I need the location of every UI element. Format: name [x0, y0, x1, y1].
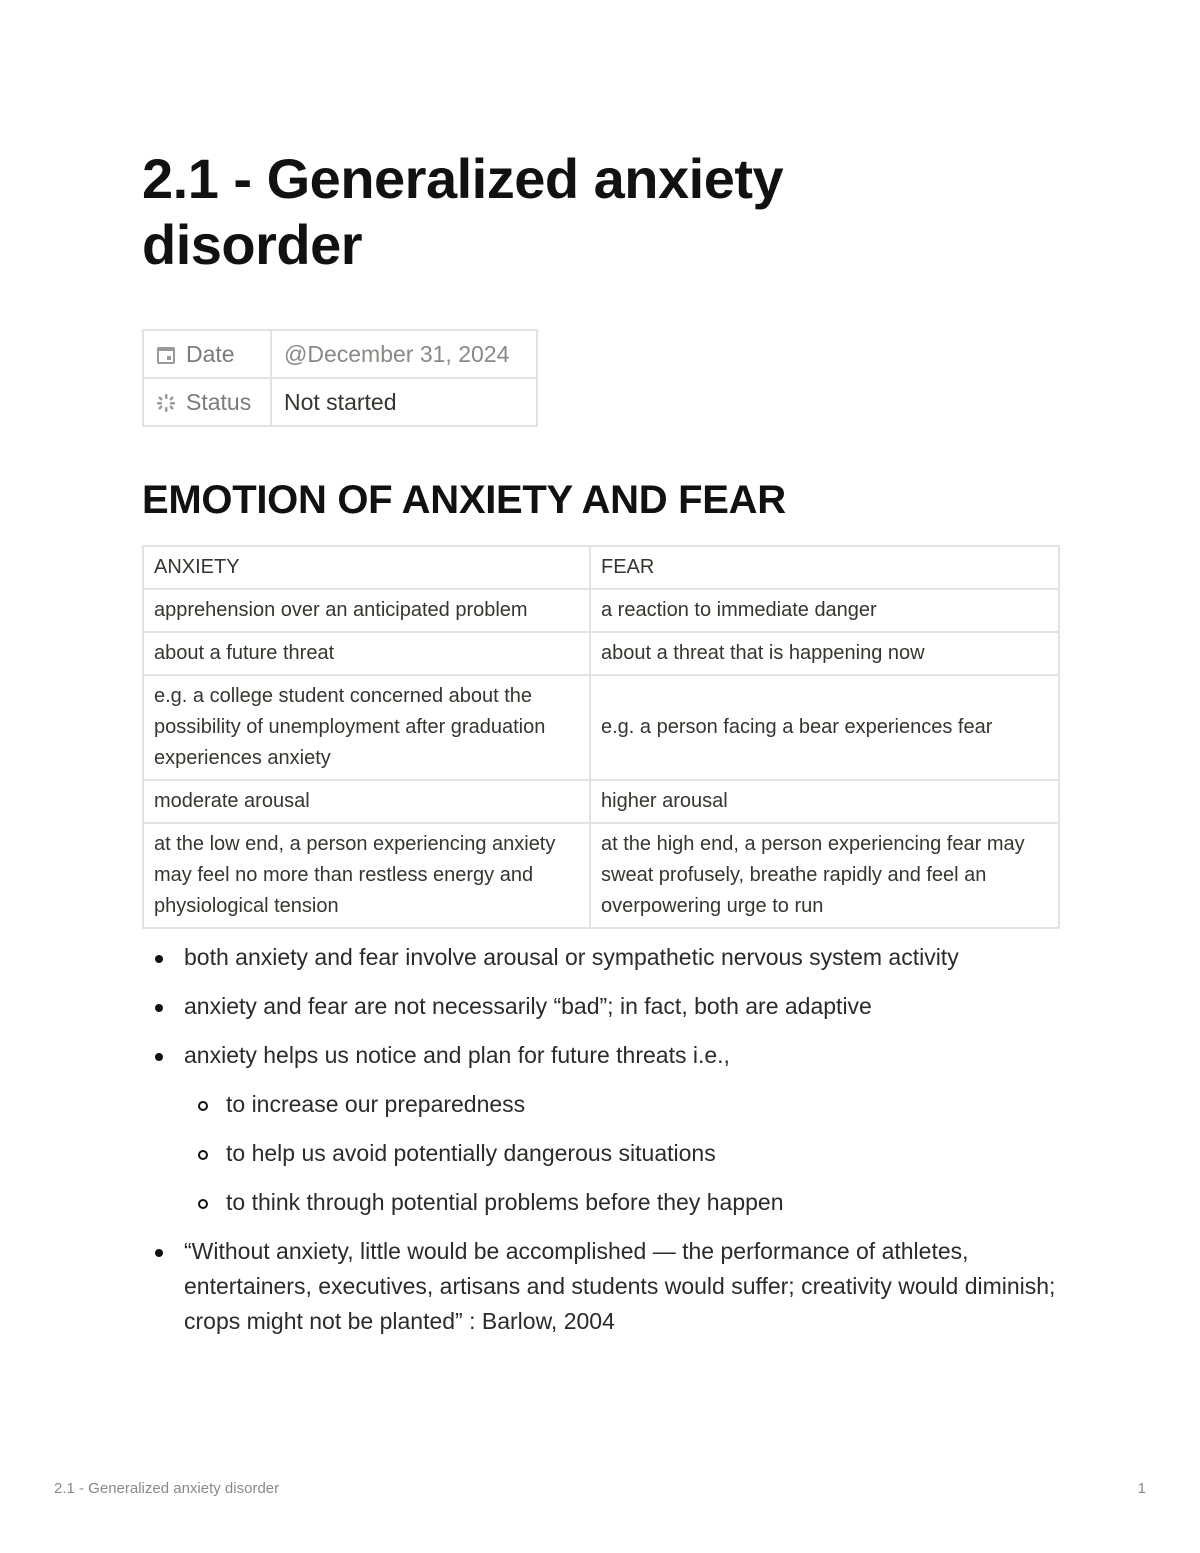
table-cell: a reaction to immediate danger [590, 589, 1059, 632]
table-cell: about a future threat [143, 632, 590, 675]
list-item: both anxiety and fear involve arousal or sympathetic nervous system activity [142, 940, 1062, 975]
table-cell: about a threat that is happening now [590, 632, 1059, 675]
property-row-status [143, 378, 537, 426]
sub-list-item: to increase our preparedness [184, 1087, 1062, 1122]
table-cell: apprehension over an anticipated problem [143, 589, 590, 632]
sub-list-item: to think through potential problems before they happen [184, 1185, 1062, 1220]
table-row [143, 632, 1059, 675]
table-cell: at the low end, a person experiencing anxiety may feel no more than restless energy and physiological tension [143, 823, 590, 928]
table-cell: e.g. a person facing a bear experiences fear [590, 675, 1059, 780]
table-cell: e.g. a college student concerned about the possibility of unemployment after graduation experiences anxiety [143, 675, 590, 780]
table-row [143, 589, 1059, 632]
list-item-quote: “Without anxiety, little would be accomplished — the performance of athletes, entertainers, executives, artisans and students would suffer; creativity would diminish; crops might not be planted” : Barlow, 2004 [142, 1234, 1062, 1339]
property-name-cell [143, 330, 271, 378]
footer-title: 2.1 - Generalized anxiety disorder [54, 1480, 280, 1497]
calendar-icon [156, 344, 176, 364]
property-row-date [143, 330, 537, 378]
property-name-cell [143, 378, 271, 426]
list-item-text: anxiety helps us notice and plan for future threats i.e., [184, 1042, 730, 1068]
column-header-fear: FEAR [590, 546, 1059, 589]
column-header-anxiety: ANXIETY [143, 546, 590, 589]
sub-list-item: to help us avoid potentially dangerous situations [184, 1136, 1062, 1171]
table-row [143, 675, 1059, 780]
table-header-row [143, 546, 1059, 589]
property-value-date[interactable]: @December 31, 2024 [271, 330, 537, 378]
bullet-list [142, 940, 1062, 1353]
table-cell: at the high end, a person experiencing fear may sweat profusely, breathe rapidly and feel an overpowering urge to run [590, 823, 1059, 928]
property-name-date: Date [186, 340, 235, 367]
footer-page-number: 1 [1137, 1480, 1146, 1497]
page-title: 2.1 - Generalized anxiety disorder [142, 147, 784, 276]
table-cell: moderate arousal [143, 780, 590, 823]
sub-bullet-list [184, 1087, 1062, 1220]
comparison-table [142, 545, 1060, 929]
list-item: anxiety and fear are not necessarily “bad”; in fact, both are adaptive [142, 989, 1062, 1024]
table-cell: higher arousal [590, 780, 1059, 823]
loading-spinner-icon [156, 392, 176, 412]
section-heading: EMOTION OF ANXIETY AND FEAR [142, 478, 786, 522]
list-item [142, 1038, 1062, 1220]
property-value-status[interactable]: Not started [271, 378, 537, 426]
properties-table [142, 329, 538, 427]
table-row [143, 823, 1059, 928]
table-row [143, 780, 1059, 823]
property-name-status: Status [186, 388, 252, 415]
